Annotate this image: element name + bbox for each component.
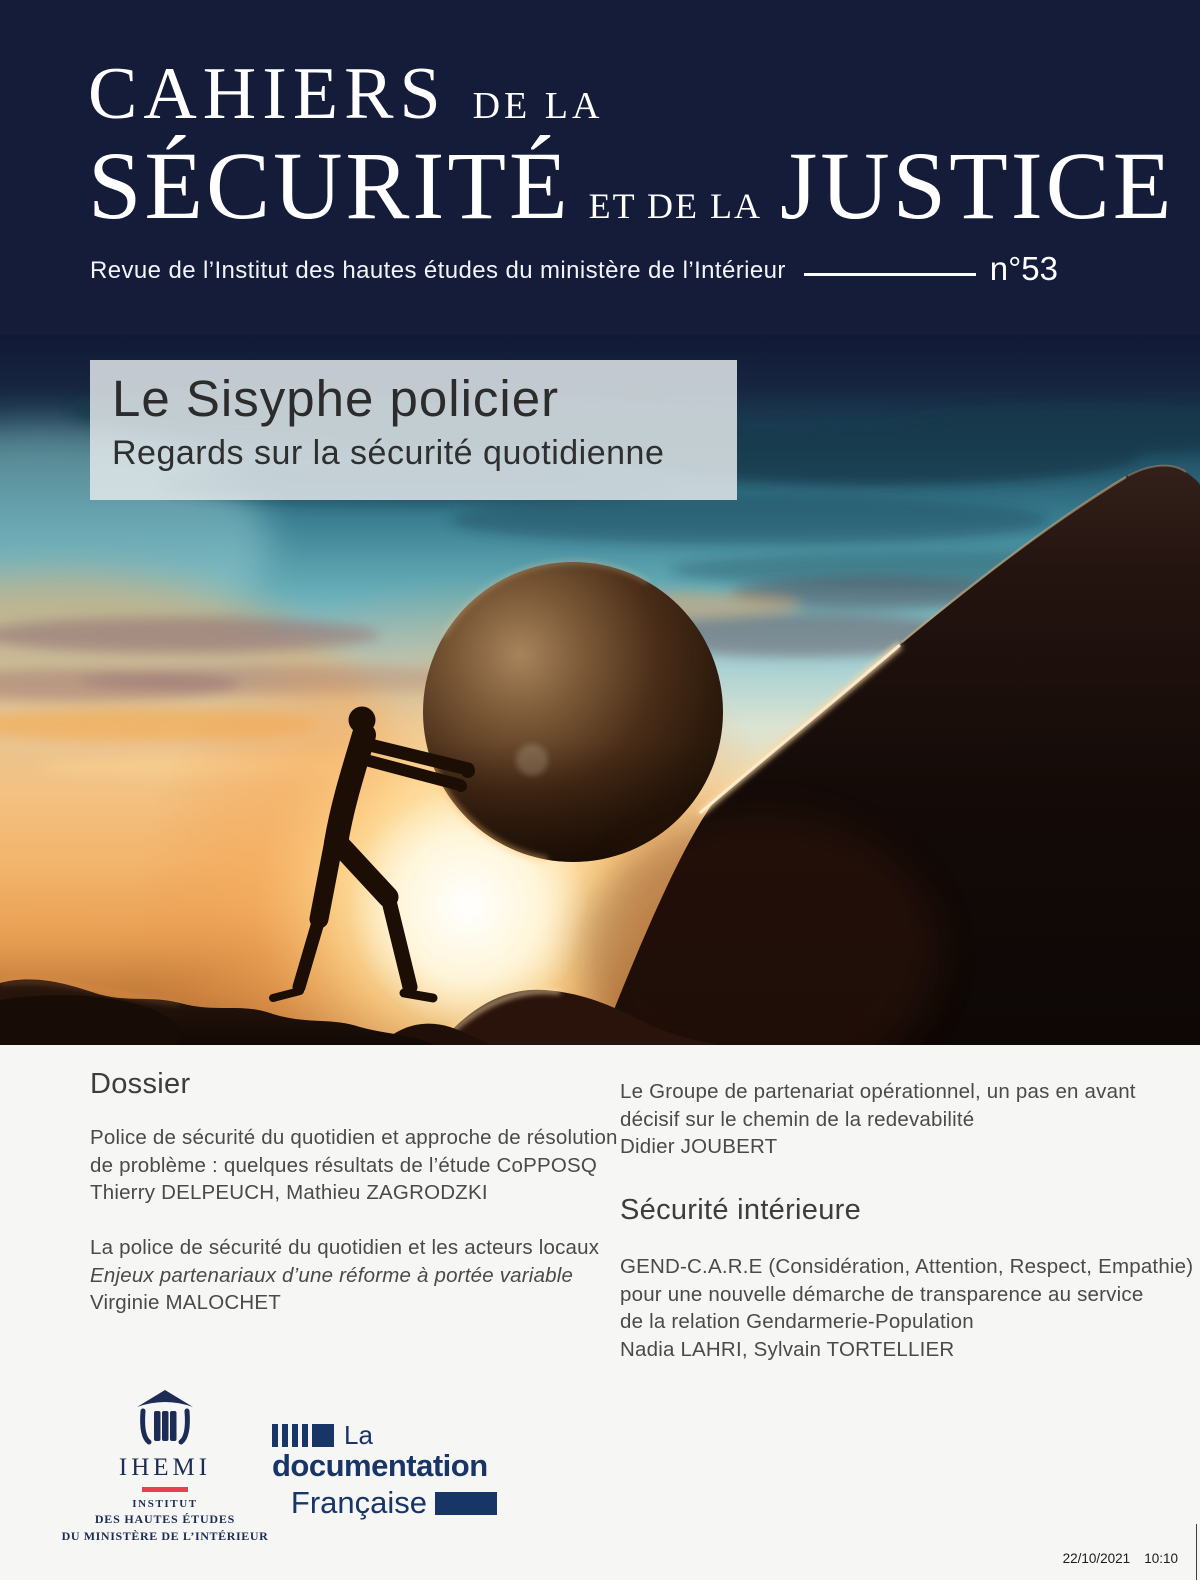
masthead-rule bbox=[804, 273, 976, 276]
masthead-title-securite: SÉCURITÉ bbox=[88, 132, 571, 239]
article-title-line: de problème : quelques résultats de l’étude CoPPOSQ bbox=[90, 1153, 598, 1177]
masthead-title-line2 bbox=[88, 130, 1174, 241]
docfr-block-icon bbox=[435, 1492, 497, 1515]
section-heading-securite-interieure: Sécurité intérieure bbox=[620, 1194, 862, 1226]
docfr-bottom-row bbox=[272, 1485, 497, 1521]
lens-flare bbox=[516, 744, 548, 776]
article-title-line: Le Groupe de partenariat opérationnel, un pas en avant bbox=[620, 1080, 1136, 1103]
masthead-tagline-row bbox=[90, 250, 1058, 288]
article-title-line: Police de sécurité du quotidien et approche de résolution bbox=[90, 1126, 618, 1149]
article-title-line: La police de sécurité du quotidien et les acteurs locaux bbox=[90, 1236, 600, 1259]
masthead-tagline: Revue de l’Institut des hautes études du ministère de l’Intérieur bbox=[90, 257, 786, 284]
ihemi-logo bbox=[45, 1388, 285, 1544]
article-right-2 bbox=[620, 1253, 1193, 1363]
masthead-title-et-de-la: ET DE LA bbox=[588, 186, 762, 226]
article-left-1 bbox=[90, 1124, 618, 1207]
article-title-line: pour une nouvelle démarche de transparence au service bbox=[620, 1282, 1144, 1306]
article-left-2 bbox=[90, 1234, 599, 1317]
docfr-francaise: Française bbox=[290, 1485, 427, 1520]
masthead-title-line1 bbox=[88, 52, 603, 137]
section-heading-dossier: Dossier bbox=[90, 1068, 191, 1100]
ihemi-line3: DU MINISTÈRE DE L’INTÉRIEUR bbox=[61, 1529, 269, 1543]
print-timestamp bbox=[1063, 1551, 1178, 1566]
docfr-bars-icon bbox=[272, 1424, 336, 1447]
article-authors: Virginie MALOCHET bbox=[90, 1291, 281, 1314]
masthead-title-de-la: DE LA bbox=[472, 85, 604, 127]
contents-section bbox=[0, 1045, 1200, 1580]
masthead bbox=[0, 0, 1200, 335]
ihemi-red-rule bbox=[142, 1487, 188, 1492]
article-authors: Thierry DELPEUCH, Mathieu ZAGRODZKI bbox=[90, 1181, 488, 1204]
cover-title-box bbox=[90, 360, 737, 500]
article-title-line: décisif sur le chemin de la redevabilité bbox=[620, 1107, 975, 1131]
masthead-title-justice: JUSTICE bbox=[779, 132, 1175, 239]
article-right-1 bbox=[620, 1078, 1136, 1161]
docfr-top-row bbox=[272, 1419, 497, 1450]
masthead-title-cahiers: CAHIERS bbox=[88, 53, 447, 135]
print-time: 10:10 bbox=[1144, 1551, 1178, 1566]
print-date: 22/10/2021 bbox=[1062, 1551, 1131, 1566]
docfr-la: La bbox=[344, 1419, 373, 1450]
ihemi-line1: INSTITUT bbox=[132, 1498, 198, 1510]
article-authors: Didier JOUBERT bbox=[620, 1135, 778, 1158]
article-subtitle-italic: Enjeux partenariaux d’une réforme à portée variable bbox=[90, 1263, 574, 1287]
docfr-documentation: documentation bbox=[272, 1448, 488, 1483]
ihemi-acronym: IHEMI bbox=[118, 1454, 212, 1481]
article-title-line: de la relation Gendarmerie-Population bbox=[620, 1310, 974, 1333]
issue-number: n°53 bbox=[989, 250, 1058, 287]
ihemi-temple-icon bbox=[129, 1388, 201, 1446]
cover-subtitle: Regards sur la sécurité quotidienne bbox=[112, 433, 665, 472]
article-authors: Nadia LAHRI, Sylvain TORTELLIER bbox=[620, 1337, 955, 1361]
documentation-francaise-logo bbox=[272, 1419, 497, 1521]
boulder bbox=[423, 562, 723, 862]
cover-photo bbox=[0, 335, 1200, 1045]
article-title-line: GEND-C.A.R.E (Considération, Attention, Respect, Empathie) bbox=[620, 1255, 1194, 1278]
crop-mark bbox=[1196, 1524, 1197, 1580]
cover-title: Le Sisyphe policier bbox=[112, 370, 560, 427]
ihemi-line2: DES HAUTES ÉTUDES bbox=[94, 1512, 236, 1526]
